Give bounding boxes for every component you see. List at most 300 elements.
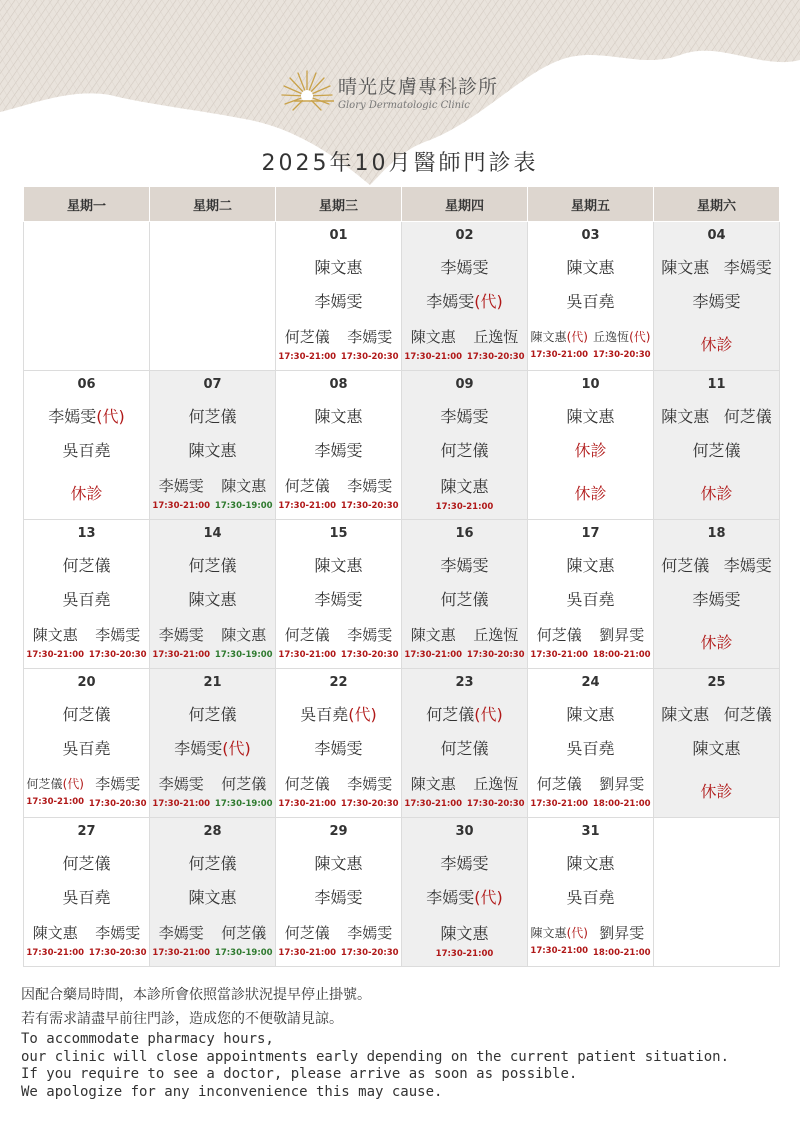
afternoon-session <box>276 730 401 764</box>
empty-day-cell <box>24 222 150 371</box>
substitute-mark: (代) <box>566 329 588 344</box>
day-number: 18 <box>707 526 726 541</box>
doctor-name: 李嫣雯 <box>95 923 141 942</box>
morning-session <box>150 696 275 730</box>
substitute-mark: (代) <box>474 887 503 907</box>
closed-label: 休診 <box>700 782 733 801</box>
doctor-name: 何芝儀 <box>284 923 330 942</box>
doctor-name: 李嫣雯 <box>692 589 741 609</box>
doctor-name: 陳文惠 <box>188 589 237 609</box>
evening-session <box>528 466 653 519</box>
evening-slot <box>150 764 213 817</box>
doctor-name: 陳文惠 <box>188 440 237 460</box>
morning-session <box>276 845 401 879</box>
session-time: 17:30-21:00 <box>26 947 85 958</box>
doctor-name: 何芝儀 <box>221 923 267 942</box>
doctor-name: 陳文惠 <box>314 555 363 575</box>
day-cell <box>654 371 780 520</box>
day-cell <box>654 520 780 669</box>
doctor-name: 何芝儀 <box>723 406 772 426</box>
substitute-mark: (代) <box>629 329 651 344</box>
day-cell <box>24 818 150 967</box>
doctor-name: 陳文惠 <box>314 257 363 277</box>
day-number: 16 <box>455 526 474 541</box>
session-time: 17:30-20:30 <box>88 649 147 660</box>
evening-slot <box>402 615 465 668</box>
doctor-name: 陳文惠 <box>566 406 615 426</box>
day-cell <box>528 222 654 371</box>
morning-session <box>276 398 401 432</box>
session-time: 17:30-21:00 <box>435 948 494 959</box>
weekday-header: 星期二 <box>150 187 276 222</box>
doctor-name: 丘逸恆 <box>473 625 519 644</box>
doctor-name: 李嫣雯 <box>723 555 772 575</box>
day-cell <box>276 669 402 818</box>
session-time: 17:30-21:00 <box>278 798 337 809</box>
doctor-name: 陳文惠 <box>661 406 710 426</box>
day-cell <box>402 222 528 371</box>
day-cell <box>528 818 654 967</box>
substitute-mark: (代) <box>474 291 503 311</box>
footer-notice <box>21 983 791 1101</box>
doctor-name: 李嫣雯 <box>314 291 363 311</box>
evening-session <box>150 913 275 966</box>
day-cell <box>402 818 528 967</box>
doctor-name: 丘逸恆 <box>473 774 519 793</box>
session-time: 17:30-20:30 <box>466 351 525 362</box>
doctor-name: 李嫣雯 <box>158 476 204 495</box>
morning-session <box>528 845 653 879</box>
doctor-name: 何芝儀 <box>284 625 330 644</box>
evening-slot <box>213 913 276 966</box>
afternoon-session <box>276 879 401 913</box>
doctor-name: 李嫣雯 <box>95 625 141 644</box>
morning-session <box>528 547 653 581</box>
session-time: 17:30-21:00 <box>26 796 85 807</box>
evening-slot <box>276 615 339 668</box>
evening-slot <box>465 615 528 668</box>
header <box>0 0 800 185</box>
doctor-name: 李嫣雯(代) <box>174 738 251 758</box>
evening-session <box>24 913 149 966</box>
afternoon-session <box>654 581 779 615</box>
closed-label: 休診 <box>574 440 607 460</box>
session-time: 17:30-21:00 <box>530 349 589 360</box>
doctor-name: 陳文惠 <box>566 704 615 724</box>
weekday-header: 星期一 <box>24 187 150 222</box>
doctor-name: 陳文惠 <box>410 774 456 793</box>
day-number: 22 <box>329 675 348 690</box>
day-number: 25 <box>707 675 726 690</box>
day-number: 17 <box>581 526 600 541</box>
morning-session <box>150 845 275 879</box>
session-time: 17:30-21:00 <box>278 351 337 362</box>
notice-cn-2: 若有需求請盡早前往門診，造成您的不便敬請見諒。 <box>21 1011 343 1027</box>
evening-session <box>402 615 527 668</box>
doctor-name: 吳百堯 <box>62 738 111 758</box>
session-time: 17:30-21:00 <box>152 947 211 958</box>
day-number: 15 <box>329 526 348 541</box>
afternoon-session <box>150 730 275 764</box>
evening-slot <box>591 317 654 370</box>
day-number: 03 <box>581 228 600 243</box>
morning-session <box>402 845 527 879</box>
day-number: 06 <box>77 377 96 392</box>
day-cell <box>402 520 528 669</box>
session-time: 17:30-21:00 <box>404 649 463 660</box>
afternoon-session <box>528 581 653 615</box>
day-number: 20 <box>77 675 96 690</box>
evening-slot <box>213 466 276 519</box>
evening-slot <box>24 913 87 966</box>
afternoon-session <box>276 432 401 466</box>
evening-slot <box>87 615 150 668</box>
closed-label: 休診 <box>70 484 103 503</box>
doctor-name: 何芝儀 <box>661 555 710 575</box>
day-number: 02 <box>455 228 474 243</box>
doctor-name: 陳文惠 <box>410 625 456 644</box>
closed-label: 休診 <box>700 484 733 503</box>
afternoon-session <box>24 432 149 466</box>
session-time: 17:30-21:00 <box>152 649 211 660</box>
evening-slot <box>150 466 213 519</box>
evening-slot <box>339 466 402 519</box>
doctor-name: 李嫣雯 <box>692 291 741 311</box>
evening-slot <box>591 764 654 817</box>
afternoon-session <box>276 581 401 615</box>
session-time: 17:30-21:00 <box>530 649 589 660</box>
doctor-name: 李嫣雯 <box>347 923 393 942</box>
evening-slot <box>276 317 339 370</box>
day-number: 24 <box>581 675 600 690</box>
morning-session <box>150 398 275 432</box>
doctor-name: 丘逸恆 <box>473 327 519 346</box>
evening-session <box>402 466 527 519</box>
day-cell <box>276 222 402 371</box>
morning-session <box>24 696 149 730</box>
evening-slot <box>465 764 528 817</box>
doctor-name: 陳文惠 <box>32 923 78 942</box>
day-number: 14 <box>203 526 222 541</box>
evening-session <box>528 913 653 966</box>
doctor-name: 何芝儀 <box>284 476 330 495</box>
doctor-name: 何芝儀 <box>692 440 741 460</box>
doctor-name: 劉昇雯 <box>599 625 645 644</box>
doctor-name: 何芝儀 <box>188 555 237 575</box>
doctor-name: 何芝儀 <box>188 704 237 724</box>
morning-session <box>654 547 779 581</box>
day-cell <box>654 669 780 818</box>
session-time: 18:00-21:00 <box>592 649 651 660</box>
doctor-name: 何芝儀 <box>440 738 489 758</box>
evening-slot <box>24 615 87 668</box>
afternoon-session <box>24 581 149 615</box>
evening-slot <box>276 913 339 966</box>
doctor-name: 劉昇雯 <box>599 923 645 942</box>
weekday-header: 星期四 <box>402 187 528 222</box>
evening-session <box>150 764 275 817</box>
doctor-name: 何芝儀 <box>440 440 489 460</box>
morning-session <box>24 547 149 581</box>
day-number: 31 <box>581 824 600 839</box>
doctor-name: 何芝儀 <box>284 774 330 793</box>
day-number: 13 <box>77 526 96 541</box>
evening-session <box>402 913 527 966</box>
doctor-name: 李嫣雯(代) <box>426 887 503 907</box>
day-number: 23 <box>455 675 474 690</box>
doctor-name: 李嫣雯 <box>440 406 489 426</box>
evening-session <box>276 615 401 668</box>
afternoon-session <box>528 730 653 764</box>
notice-cn-1: 因配合藥局時間，本診所會依照當診狀況提早停止掛號。 <box>21 987 371 1003</box>
notice-en-1: To accommodate pharmacy hours, <box>21 1031 274 1047</box>
doctor-name: 李嫣雯 <box>723 257 772 277</box>
page-title: 2025年10月醫師門診表 <box>261 151 539 176</box>
doctor-name: 陳文惠 <box>440 476 489 496</box>
doctor-name: 陳文惠 <box>314 406 363 426</box>
closed-label: 休診 <box>574 484 607 503</box>
doctor-name: 陳文惠 <box>566 555 615 575</box>
doctor-name: 何芝儀(代) <box>426 704 503 724</box>
evening-session <box>528 317 653 370</box>
session-time: 18:00-21:00 <box>592 947 651 958</box>
day-cell <box>150 669 276 818</box>
day-cell <box>528 669 654 818</box>
doctor-name: 陳文惠(代) <box>530 925 588 940</box>
session-time: 17:30-21:00 <box>530 945 589 956</box>
evening-slot <box>339 615 402 668</box>
sunburst-logo-icon <box>280 68 334 114</box>
evening-session <box>24 764 149 817</box>
doctor-name: 吳百堯 <box>566 291 615 311</box>
day-number: 07 <box>203 377 222 392</box>
weekday-header: 星期三 <box>276 187 402 222</box>
doctor-name: 吳百堯 <box>566 738 615 758</box>
morning-session <box>528 696 653 730</box>
day-number: 11 <box>707 377 726 392</box>
morning-session <box>654 249 779 283</box>
session-time: 17:30-19:00 <box>214 798 273 809</box>
day-number: 27 <box>77 824 96 839</box>
clinic-logo <box>280 68 498 114</box>
morning-session <box>24 845 149 879</box>
session-time: 17:30-21:00 <box>152 798 211 809</box>
afternoon-session <box>654 283 779 317</box>
doctor-name: 陳文惠(代) <box>530 329 588 344</box>
morning-session <box>528 398 653 432</box>
morning-session <box>654 398 779 432</box>
day-cell <box>276 371 402 520</box>
day-cell <box>528 520 654 669</box>
day-cell <box>402 669 528 818</box>
doctor-name: 何芝儀 <box>188 853 237 873</box>
evening-session <box>654 764 779 817</box>
evening-session <box>528 615 653 668</box>
evening-session <box>24 466 149 519</box>
doctor-name: 陳文惠 <box>692 738 741 758</box>
doctor-name: 李嫣雯(代) <box>426 291 503 311</box>
doctor-name: 陳文惠 <box>221 476 267 495</box>
doctor-name: 吳百堯 <box>62 887 111 907</box>
evening-slot <box>213 615 276 668</box>
day-cell <box>150 818 276 967</box>
doctor-name: 吳百堯 <box>62 589 111 609</box>
session-time: 17:30-21:00 <box>278 649 337 660</box>
day-number: 28 <box>203 824 222 839</box>
afternoon-session <box>402 283 527 317</box>
afternoon-session <box>528 879 653 913</box>
evening-session <box>528 764 653 817</box>
day-number: 21 <box>203 675 222 690</box>
session-time: 17:30-21:00 <box>530 798 589 809</box>
session-time: 17:30-19:00 <box>214 947 273 958</box>
evening-slot <box>402 764 465 817</box>
doctor-name: 陳文惠 <box>661 257 710 277</box>
session-time: 17:30-20:30 <box>340 947 399 958</box>
evening-session <box>654 466 779 519</box>
evening-slot <box>276 466 339 519</box>
session-time: 17:30-20:30 <box>340 798 399 809</box>
day-cell <box>402 371 528 520</box>
doctor-name: 陳文惠 <box>221 625 267 644</box>
evening-session <box>402 764 527 817</box>
substitute-mark: (代) <box>222 738 251 758</box>
session-time: 17:30-20:30 <box>466 649 525 660</box>
doctor-name: 陳文惠 <box>188 887 237 907</box>
notice-en-2: our clinic will close appointments early depending on the current patient situation. <box>21 1048 730 1065</box>
doctor-name: 陳文惠 <box>661 704 710 724</box>
evening-slot <box>528 764 591 817</box>
doctor-name: 丘逸恆(代) <box>593 329 651 344</box>
clinic-name-cn: 晴光皮膚專科診所 <box>338 75 499 98</box>
doctor-name: 李嫣雯 <box>158 774 204 793</box>
morning-session <box>654 696 779 730</box>
session-time: 17:30-21:00 <box>435 501 494 512</box>
evening-session <box>654 317 779 370</box>
doctor-name: 何芝儀 <box>536 625 582 644</box>
clinic-name-en: Glory Dermatologic Clinic <box>338 99 470 111</box>
morning-session <box>528 249 653 283</box>
session-time: 17:30-20:30 <box>88 798 147 809</box>
doctor-name: 何芝儀 <box>62 853 111 873</box>
evening-session <box>276 466 401 519</box>
doctor-name: 陳文惠 <box>566 853 615 873</box>
session-time: 18:00-21:00 <box>592 798 651 809</box>
doctor-name: 李嫣雯 <box>440 257 489 277</box>
afternoon-session <box>654 432 779 466</box>
empty-day-cell <box>150 222 276 371</box>
evening-slot <box>276 764 339 817</box>
morning-session <box>402 547 527 581</box>
substitute-mark: (代) <box>474 704 503 724</box>
evening-slot <box>528 913 591 966</box>
morning-session <box>24 398 149 432</box>
doctor-name: 何芝儀 <box>62 555 111 575</box>
evening-slot <box>339 913 402 966</box>
evening-slot <box>339 317 402 370</box>
doctor-name: 李嫣雯 <box>347 774 393 793</box>
day-cell <box>24 520 150 669</box>
week-row <box>24 222 780 371</box>
doctor-name: 李嫣雯 <box>314 887 363 907</box>
doctor-name: 李嫣雯 <box>314 589 363 609</box>
afternoon-session <box>150 432 275 466</box>
doctor-name: 陳文惠 <box>314 853 363 873</box>
morning-session <box>276 249 401 283</box>
morning-session <box>150 547 275 581</box>
substitute-mark: (代) <box>96 406 125 426</box>
doctor-name: 何芝儀 <box>188 406 237 426</box>
session-time: 17:30-21:00 <box>152 500 211 511</box>
evening-session <box>402 317 527 370</box>
substitute-mark: (代) <box>348 704 377 724</box>
evening-session <box>276 913 401 966</box>
notice-en-3: If you require to see a doctor, please arrive as soon as possible. <box>21 1066 578 1082</box>
week-row <box>24 669 780 818</box>
doctor-name: 何芝儀 <box>536 774 582 793</box>
doctor-name: 李嫣雯 <box>314 440 363 460</box>
doctor-name: 何芝儀 <box>723 704 772 724</box>
session-time: 17:30-19:00 <box>214 649 273 660</box>
doctor-name: 李嫣雯 <box>95 774 141 793</box>
session-time: 17:30-20:30 <box>340 351 399 362</box>
week-row <box>24 371 780 520</box>
day-number: 29 <box>329 824 348 839</box>
evening-slot <box>150 615 213 668</box>
afternoon-session <box>150 879 275 913</box>
day-number: 10 <box>581 377 600 392</box>
afternoon-session <box>528 283 653 317</box>
session-time: 17:30-21:00 <box>278 500 337 511</box>
day-cell <box>24 371 150 520</box>
doctor-name: 何芝儀 <box>284 327 330 346</box>
evening-session <box>150 466 275 519</box>
evening-session <box>276 317 401 370</box>
session-time: 17:30-20:30 <box>340 500 399 511</box>
day-cell <box>654 222 780 371</box>
day-cell <box>276 520 402 669</box>
evening-session <box>276 764 401 817</box>
evening-slot <box>339 764 402 817</box>
doctor-name: 何芝儀 <box>221 774 267 793</box>
notice-en-4: We apologize for any inconvenience this may cause. <box>21 1083 443 1100</box>
evening-slot <box>213 764 276 817</box>
evening-slot <box>528 615 591 668</box>
evening-session <box>654 615 779 668</box>
session-time: 17:30-21:00 <box>26 649 85 660</box>
session-time: 17:30-21:00 <box>278 947 337 958</box>
doctor-name: 李嫣雯 <box>440 555 489 575</box>
closed-label: 休診 <box>700 335 733 354</box>
evening-slot <box>150 913 213 966</box>
doctor-name: 陳文惠 <box>32 625 78 644</box>
day-number: 09 <box>455 377 474 392</box>
evening-slot <box>402 317 465 370</box>
doctor-name: 吳百堯 <box>62 440 111 460</box>
afternoon-session <box>402 879 527 913</box>
weekday-header: 星期六 <box>654 187 780 222</box>
evening-session <box>150 615 275 668</box>
day-cell <box>528 371 654 520</box>
doctor-name: 李嫣雯 <box>347 625 393 644</box>
session-time: 17:30-21:00 <box>404 351 463 362</box>
evening-slot <box>465 317 528 370</box>
afternoon-session <box>24 730 149 764</box>
evening-slot <box>528 317 591 370</box>
session-time: 17:30-20:30 <box>88 947 147 958</box>
weekday-header: 星期五 <box>528 187 654 222</box>
schedule-table <box>23 186 780 967</box>
